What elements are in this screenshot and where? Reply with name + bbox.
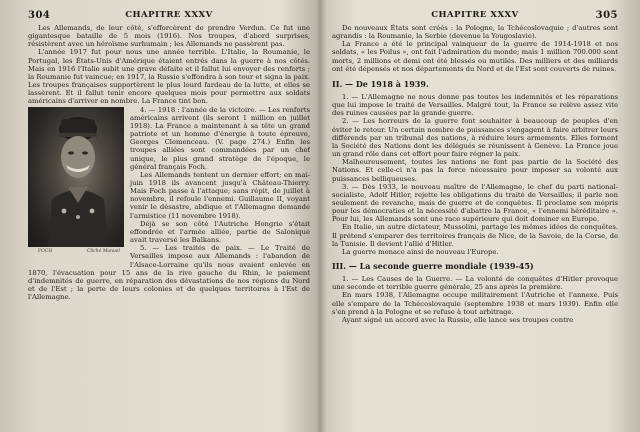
left-page (28, 0, 310, 432)
paragraph: En mars 1938, l'Allemagne occupe militairement l'Autriche et l'annexe. Puis elle s'empare de la Tchécoslovaquie (septembre 1938 et mars 1939). Enfin elle s'en prend à la Pologne et se refuse à tout arbitrage. (332, 291, 618, 316)
paragraph: L'année 1917 fut pour nous une année terrible. L'Italie, la Roumanie, le Portugal, les États-Unis d'Amérique étaient entrés dans la guerre à nos côtés. Mais en 1916 l'Italie subit une grave défaite et il fallut lui envoyer des renforts ; la Roumanie fut vaincue; en 1917, la Russie s'effondra à son tour et signa la paix. Les troupes françaises supportèrent le plus lourd fardeau de la lutte, et elles se lassèrent. Et il fallut tenir encore quelques mois pour permettre aux soldats américains d'arriver en nombre. La France tint bon. (28, 48, 310, 106)
paragraph: De nouveaux États sont créés : la Pologne, la Tchécoslovaquie ; d'autres sont agrandis : la Roumanie, la Serbie (devenue la Yougoslavie). (332, 24, 618, 41)
page-number: 305 (595, 10, 618, 21)
paragraph: Les Allemands, de leur côté, s'efforcèrent de prendre Verdun. Ce fut une gigantesque bataille de 5 mois (1916). Nos troupes, d'abord surprises, résistèrent avec un héroïsme surhumain ; les Allemands ne passèrent pas. (28, 24, 310, 49)
chapter-heading: CHAPITRE XXXV (125, 10, 213, 20)
page-number: 304 (28, 10, 51, 21)
paragraph: 2. — Les horreurs de la guerre font souhaiter à beaucoup de peuples d'en éviter le retour. Un certain nombre de puissances s'engagent à faire arbitrer leurs différends par un tribunal des nations, à réduire leurs armements. Elles forment la Société des Nations dont les délégués se réunissent à Genève. La France joue un grand rôle dans cet effort pour faire régner la paix. (332, 117, 618, 159)
caption-name: FOCH (38, 248, 53, 254)
paragraph: Ayant signé un accord avec la Russie, elle lance ses troupes contre (342, 315, 574, 324)
paragraph: La France a été le principal vainqueur de la guerre de 1914-1918 et nos soldats, « les Poilus », ont fait l'admiration du monde; mais 1 million 700.000 sont morts, 2 millions et demi ont été blessés ou mutilés. Des milliers et des milliards ont été dépensés et nos départements du Nord et de l'Est sont couverts de ruines. (332, 40, 618, 73)
right-page (332, 0, 618, 432)
left-page-header (28, 10, 310, 24)
paragraph: 1. — L'Allemagne ne nous donne pas toutes les indemnités et les réparations que lui impose le traité de Versailles. Malgré tout, la France se relève assez vite des ruines causées par la grande guerre. (332, 92, 618, 118)
paragraph: Déjà se son côté l'Autriche Hongrie s'était effondrée et l'armée alliée, partie de Salonique avait traversé les Balkans. (130, 219, 310, 245)
portrait-photo (28, 107, 124, 247)
paragraph: Malheureusement, toutes les nations ne font pas partie de la Société des Nations. Et celle-ci n'a pas la force nécessaire pour imposer sa volonté aux puissances belliqueuses. (332, 158, 618, 183)
paragraph: La guerre menace ainsi de nouveau l'Europe. (342, 247, 499, 256)
paragraph: Les Allemands tentent un dernier effort; en mai-juin 1918 ils avancent jusqu'à Château-Thierry. Mais Foch passe à l'attaque; sans répit, de juillet à novembre, il refoule l'ennemi. Guillaume II, voyant venir le désastre, abdique et l'Allemagne demande l'armistice (11 novembre 1918). (130, 170, 310, 220)
paragraph: 1. — Les Causes de la Guerre. — La volonté de conquêtes d'Hitler provoque une seconde et terrible guerre générale, 25 ans après la première. (332, 275, 618, 292)
section-heading: III. — La seconde guerre mondiale (1939-45) (332, 261, 534, 272)
paragraph: 5. — Les traités de paix. — Le Traité de Versailles impose aux Allemands : l'abandon de l'Alsace-Lorraine qu'ils nous avaient enlevée en 1870, l'évacuation pour 15 ans de la rive gauche du Rhin, le paiement d'indemnités de guerre, en réparation des dévastations de nos régions du Nord et de l'Est ; la perte de leurs colonies et de quelques territoires à l'Est de l'Allemagne. (28, 244, 310, 302)
paragraph: En Italie, un autre dictateur, Mussolini, partage les mêmes idées de conquêtes. Il prétend s'emparer des territoires français de Nice, de la Savoie, de la Corse, de la Tunisie. Il devient l'allié d'Hitler. (332, 223, 618, 248)
section-heading: II. — De 1918 à 1939. (332, 78, 429, 89)
caption-credit: Cliché Manuel (86, 248, 120, 254)
right-page-header (332, 10, 618, 24)
paragraph: 3. — Dès 1933, le nouveau maître de l'Allemagne, le chef du parti national-socialiste, Adolf Hitler, rejette les obligations du traité de Versailles; il parle non seulement de revanche, mais de guerre et de conquêtes. Il proclame son mépris pour les démocraties et la nécessité d'abattre la France, « l'ennemi héréditaire ». Pour lui, les Allemands sont une race supérieure qui doit dominer en Europe. (332, 182, 618, 224)
foch-portrait (28, 107, 124, 259)
paragraph: 4. — 1918 : l'année de la victoire. — Les renforts américains arrivent (ils seront 1 million en juillet 1918). La France a maintenant à sa tête un grand patriote et un homme d'énergie à toute épreuve, Georges Clemenceau. (V. page 274.) Enfin les troupes alliées sont commandées par un chef unique, le plus grand stratège de l'époque, le général français Foch. (130, 105, 310, 171)
chapter-heading: CHAPITRE XXXV (431, 10, 519, 20)
photo-caption (28, 247, 124, 257)
